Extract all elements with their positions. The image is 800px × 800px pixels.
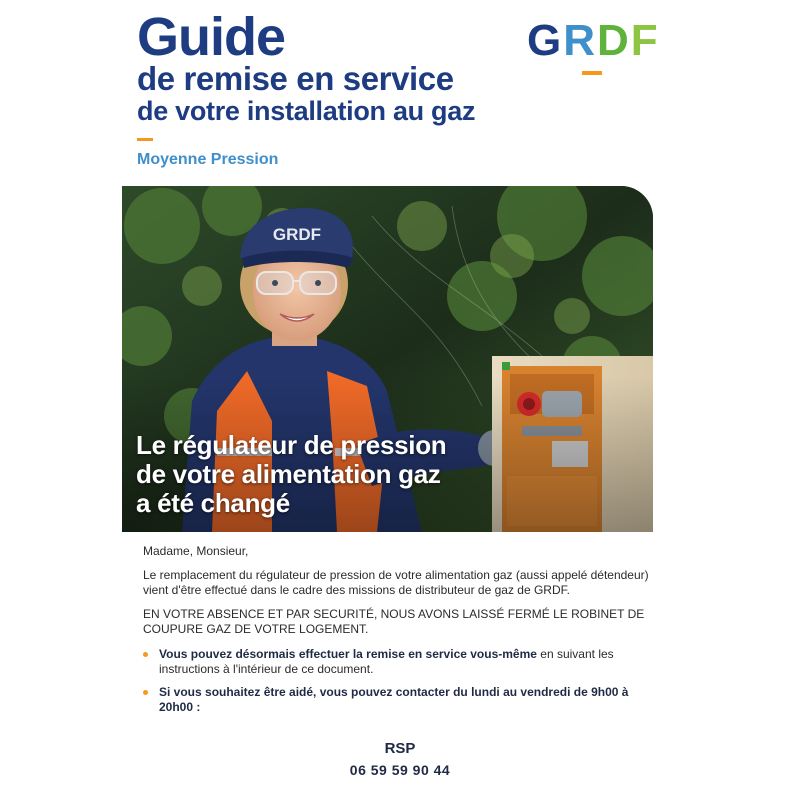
hero-caption-line3: a été changé [136, 488, 290, 518]
logo-letter-f: F [630, 16, 660, 65]
list-item [143, 647, 658, 677]
page-subtitle-line1: de remise en service [137, 60, 454, 97]
letter-body [143, 544, 658, 723]
logo-orange-dash [582, 71, 602, 75]
bullet1-bold: Vous pouvez désormais effectuer la remise en service vous-même [159, 647, 537, 661]
contact-name: RSP [384, 740, 416, 757]
logo-letter-d: D [597, 16, 631, 65]
bullet1-rest: en suivant les instructions à l'intérieur de ce document. [159, 647, 614, 676]
contact-block [300, 739, 500, 781]
category-label: Moyenne Pression [137, 151, 279, 168]
orange-divider [137, 138, 153, 141]
page-subtitle-line2: de votre installation au gaz [137, 96, 476, 126]
hero-caption [136, 431, 446, 518]
list-item [143, 685, 658, 715]
grdf-logo [527, 16, 660, 65]
hero-caption-line2: de votre alimentation gaz [136, 459, 441, 489]
greeting: Madame, Monsieur, [143, 544, 249, 558]
page-title: Guide [137, 7, 286, 67]
bullet2-bold: Si vous souhaitez être aidé, vous pouvez contacter du lundi au vendredi de 9h00 à 20h00 : [159, 685, 629, 714]
header [0, 0, 800, 185]
paragraph-replacement: Le remplacement du régulateur de pression de votre alimentation gaz (aussi appelé détendeur) vient d'être effectué dans le cadre des missions de distributeur de gaz de GRDF. [143, 568, 649, 597]
logo-letter-r: R [563, 16, 598, 65]
contact-phone: 06 59 59 90 44 [349, 762, 451, 778]
hero-caption-line1: Le régulateur de pression [136, 430, 447, 460]
hero-photo [122, 186, 653, 532]
logo-letter-g: G [527, 16, 564, 65]
instruction-list [143, 647, 658, 715]
paragraph-security: EN VOTRE ABSENCE ET PAR SECURITÉ, NOUS AVONS LAISSÉ FERMÉ LE ROBINET DE COUPURE GAZ DE VOTRE LOGEMENT. [143, 607, 645, 636]
